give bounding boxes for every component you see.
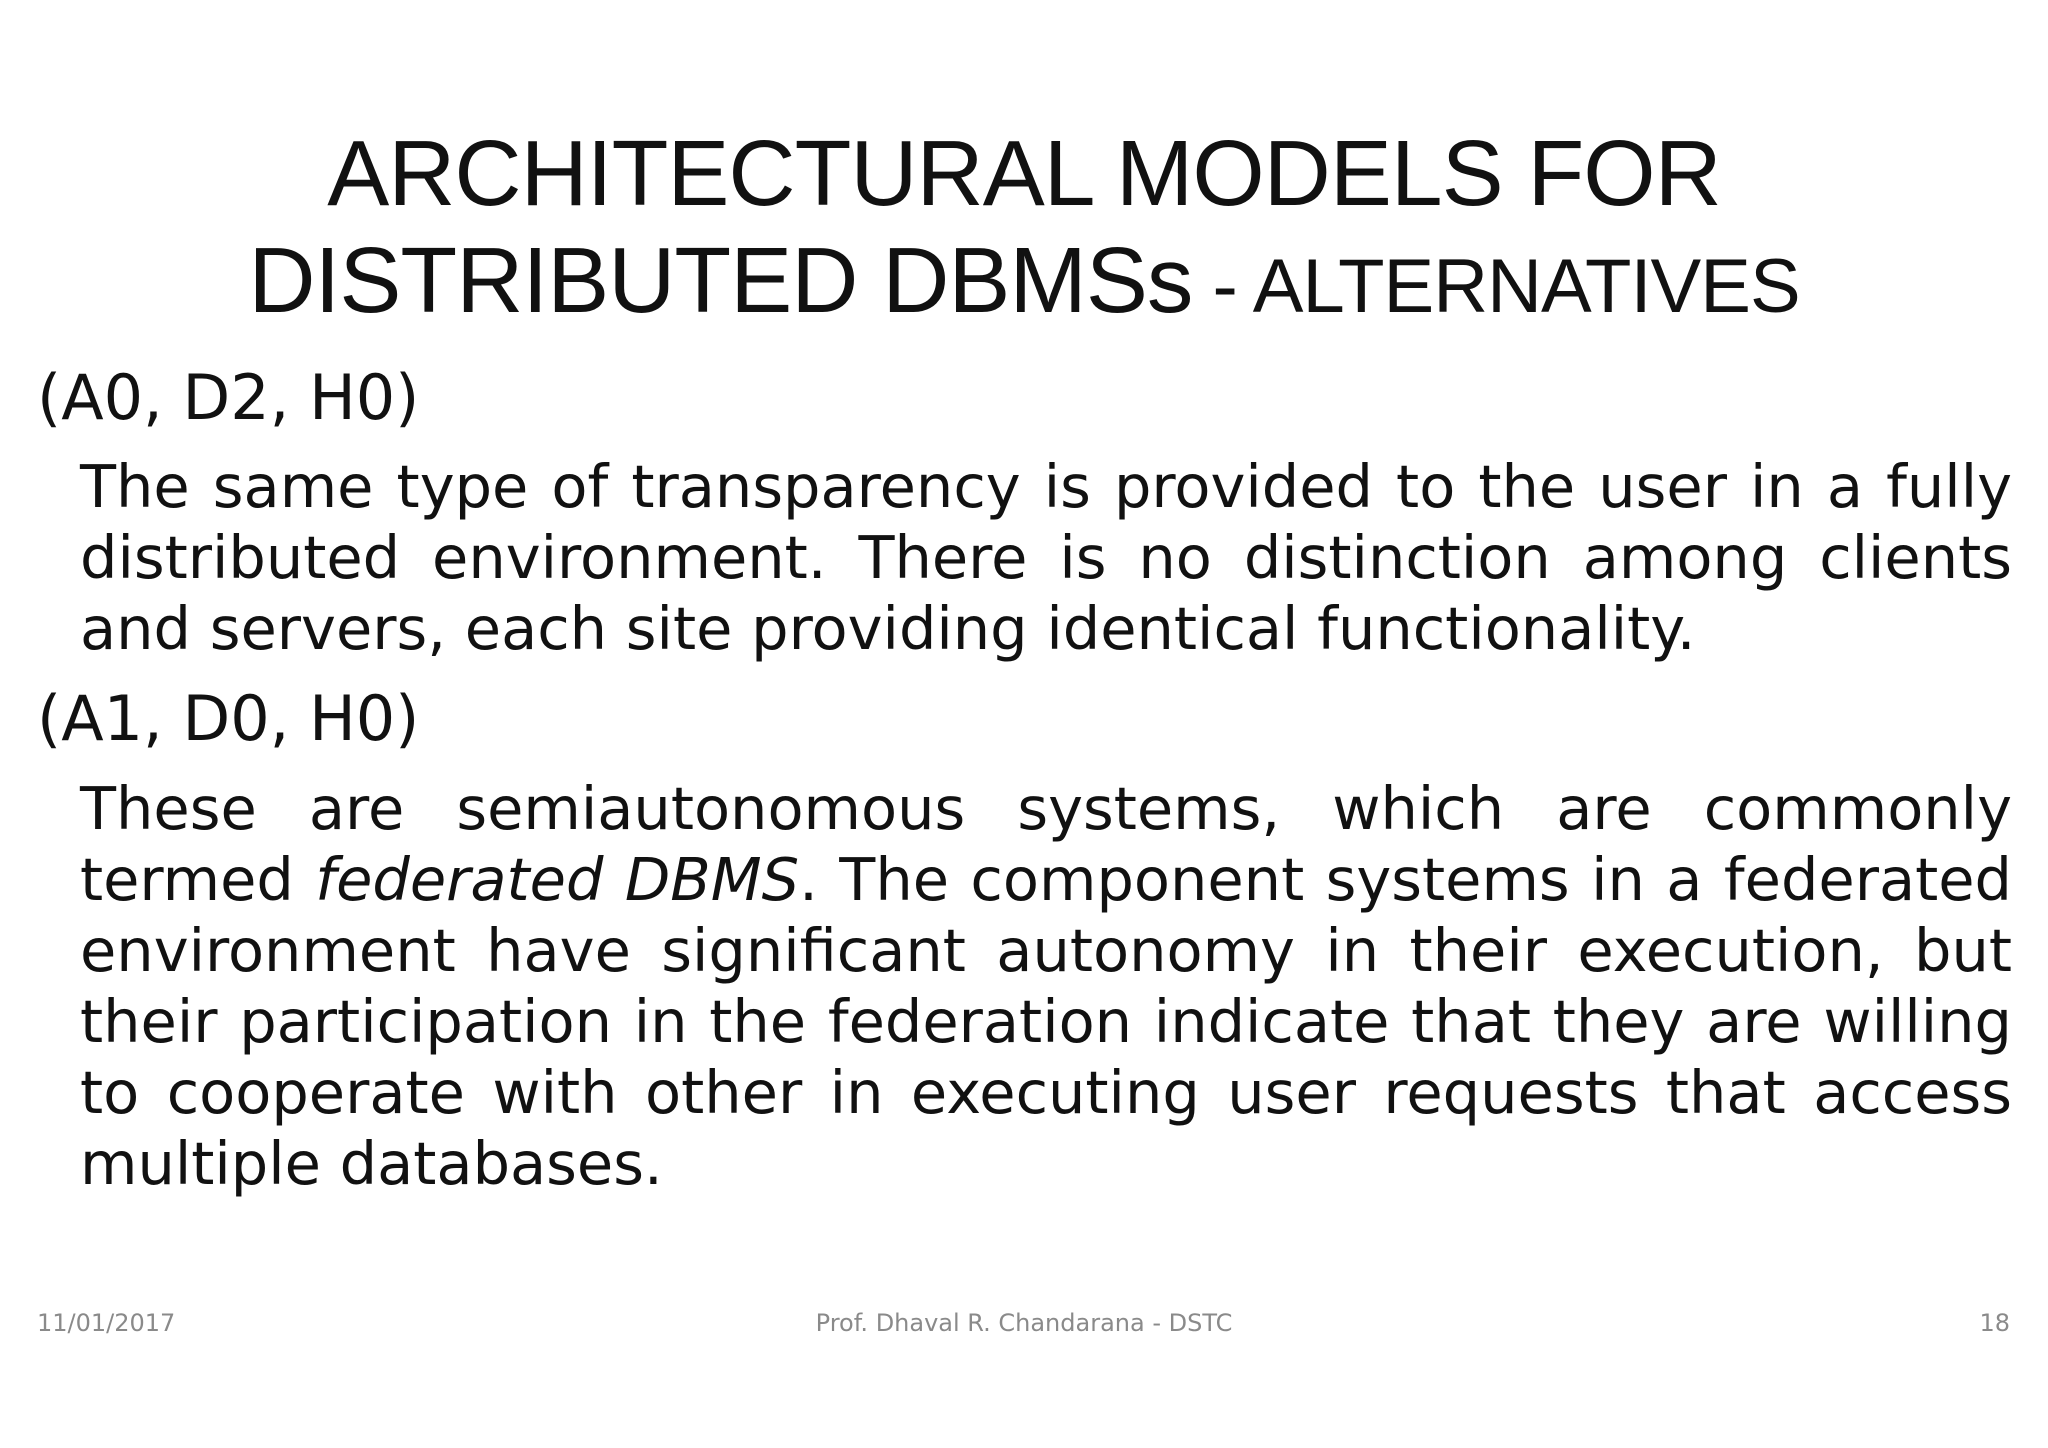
section-heading-a0-d2-h0: (A0, D2, H0) [37, 361, 420, 434]
federated-dbms-term: federated DBMS [315, 845, 800, 914]
section-text-a0-d2-h0: The same type of transparency is provided to the user in a fully distributed environment. There is no distinction among clients and servers, each site providing identical functionality. [80, 452, 2012, 663]
section-text-before: These are semiautonomous systems, which are commonly termed [80, 774, 2012, 914]
title-line-1: ARCHITECTURAL MODELS FOR [327, 121, 1721, 225]
footer-page-number: 18 [1979, 1309, 2010, 1337]
section-heading-a1-d0-h0: (A1, D0, H0) [37, 682, 420, 755]
title-line-2 [0, 227, 2048, 340]
footer-author: Prof. Dhaval R. Chandarana - DSTC [815, 1309, 1233, 1337]
section-text-a1-d0-h0 [80, 773, 2012, 1199]
section-text-after: . The component systems in a federated environment have significant autonomy in their execution, but their participation in the federation indicate that they are willing to cooperate with other in executing user requests that access multiple databases. [80, 845, 2012, 1198]
footer-date: 11/01/2017 [37, 1309, 176, 1337]
slide-title [0, 120, 2048, 340]
title-line-2-main: DISTRIBUTED DBMSs [248, 228, 1193, 332]
title-line-2-suffix: - ALTERNATIVES [1192, 244, 1800, 329]
